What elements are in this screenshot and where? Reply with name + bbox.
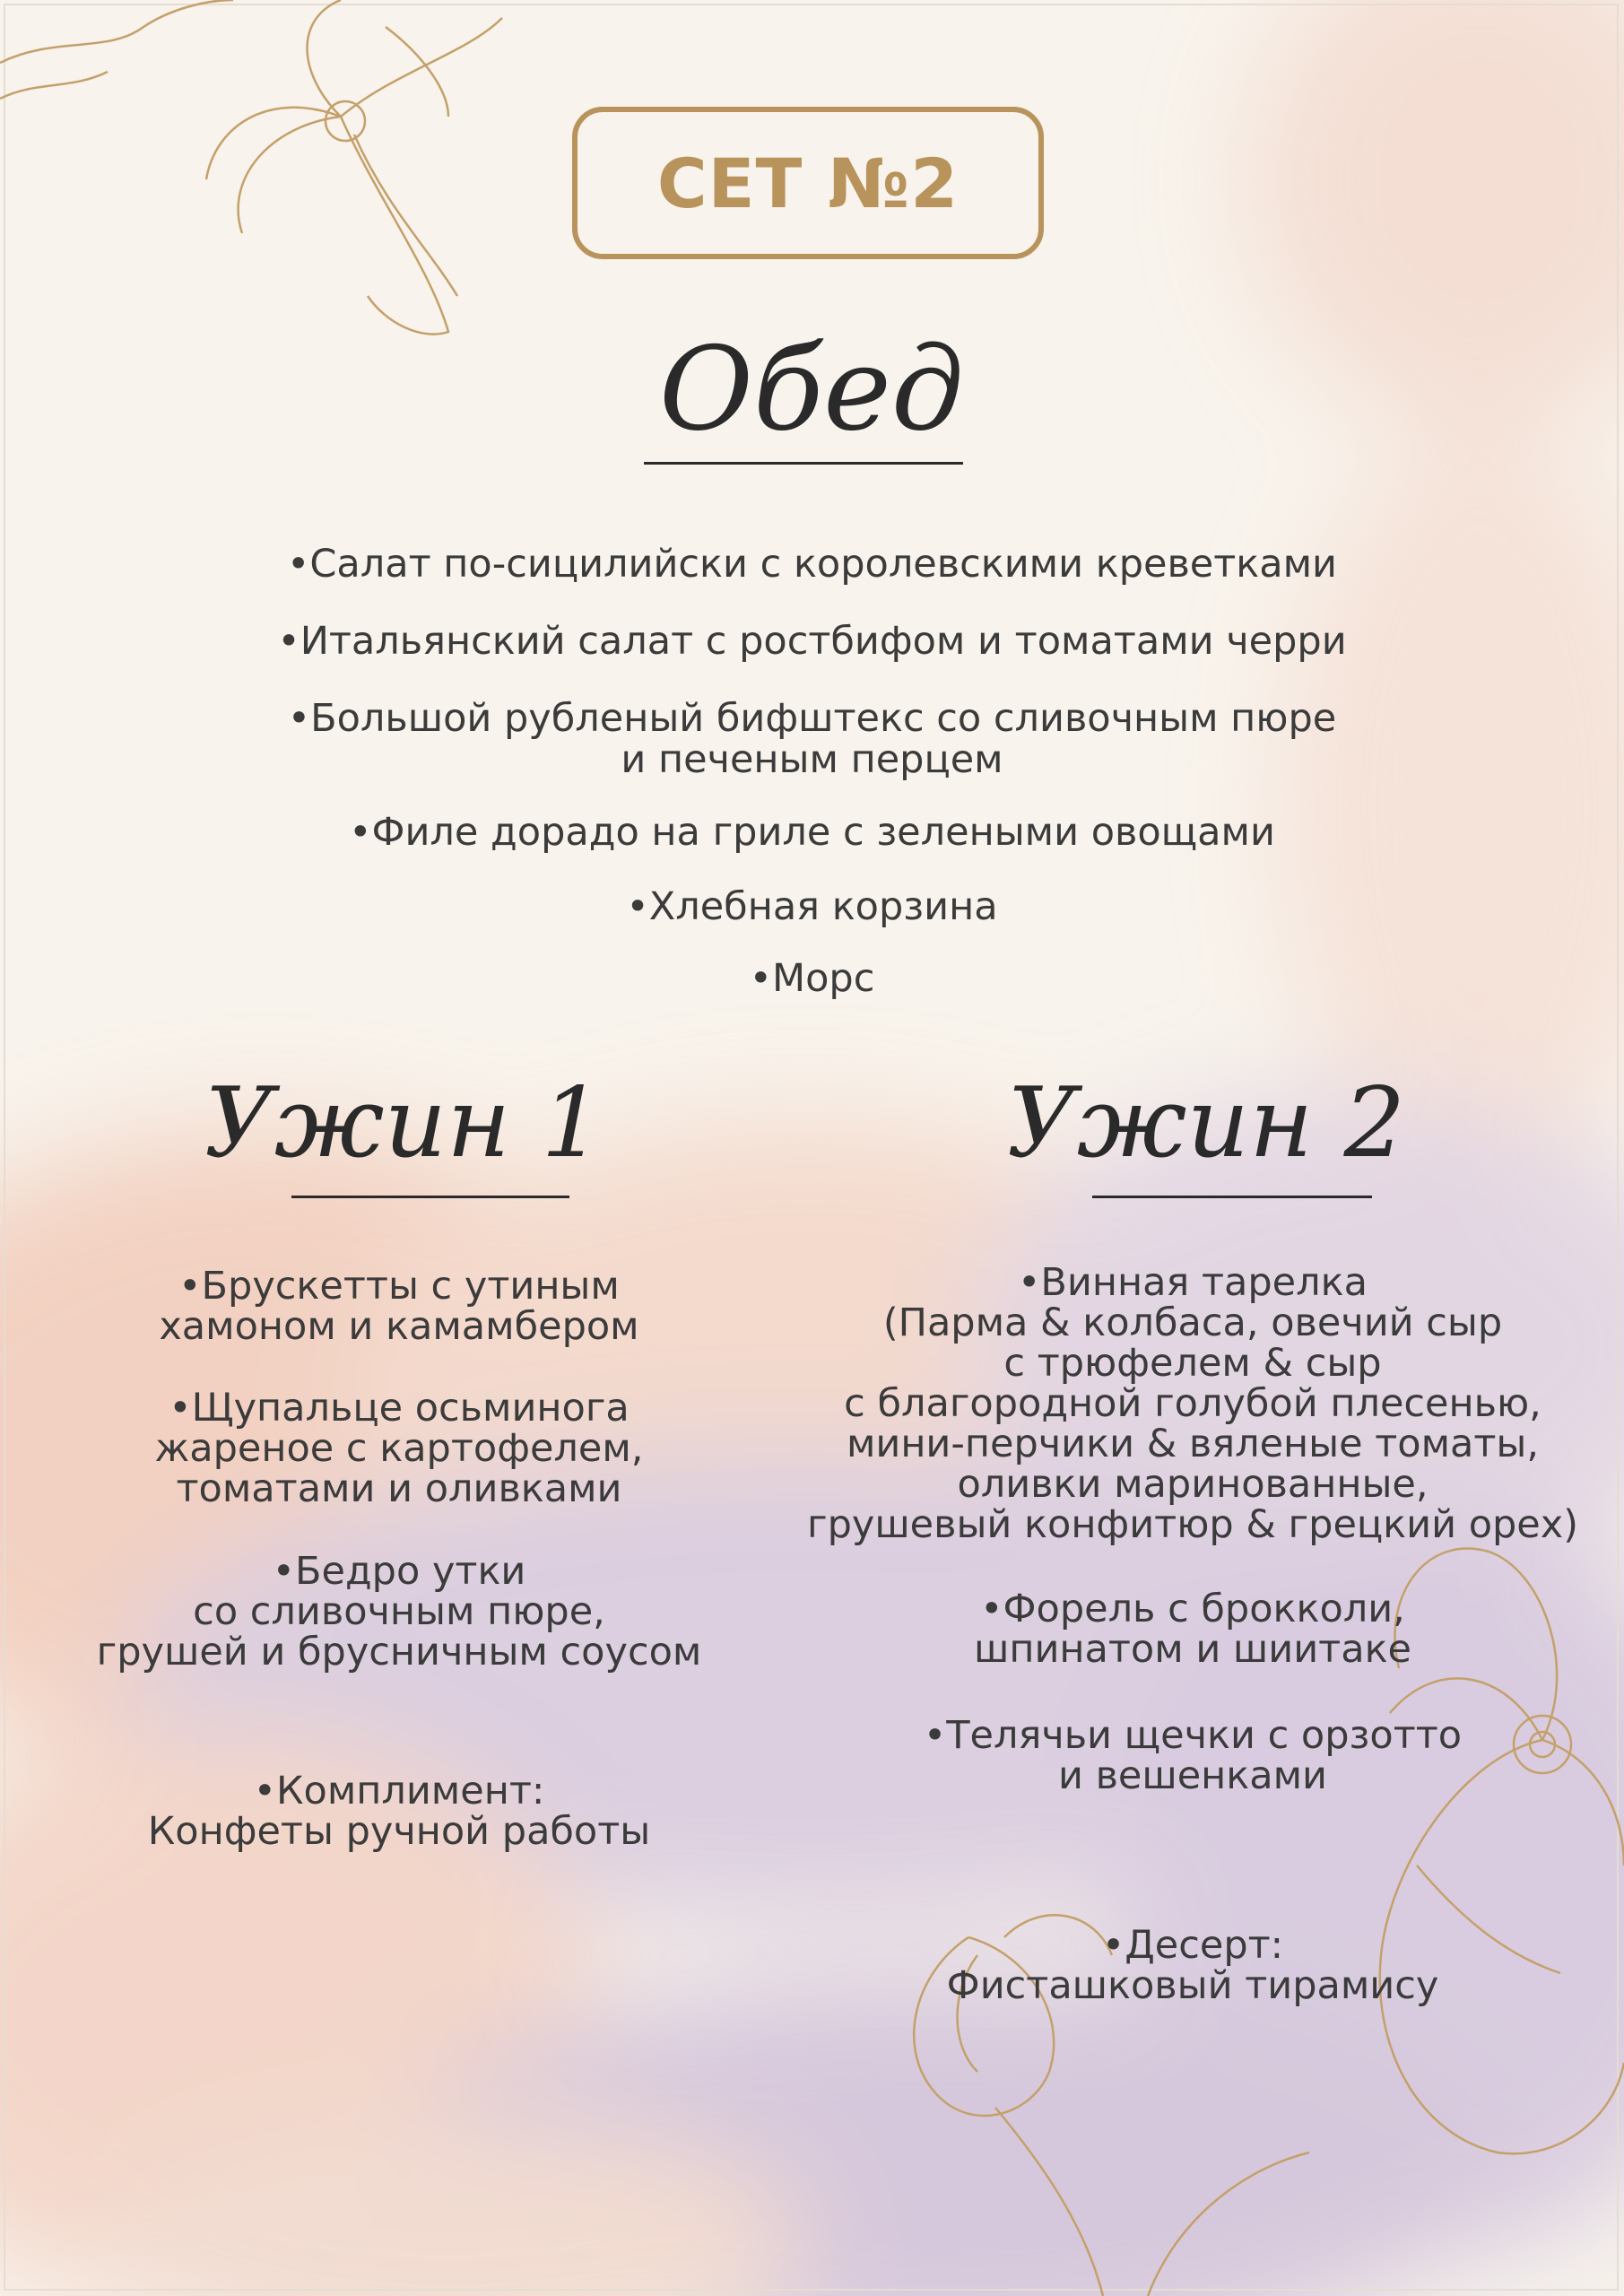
- dinner2-item: •Десерт: Фисташковый тирамису: [946, 1923, 1439, 2008]
- dinner2-item: •Винная тарелка (Парма & колбаса, овечий сыр с трюфелем & сыр с благородной голубой плесенью, мини-перчики & вяленые томаты, оливки маринованные, грушевый конфитюр & грецкий орех): [807, 1260, 1578, 1547]
- dinner2-heading: Ужин 2: [1006, 1067, 1406, 1179]
- dinner2-item: •Телячьи щечки с орзотто и вешенками: [923, 1713, 1463, 1798]
- dinner1-item: •Брускетты с утиным хамоном и камамбером: [159, 1264, 639, 1349]
- lunch-item: •Большой рубленый бифштекс со сливочным пюре и печеным перцем: [287, 696, 1337, 782]
- lunch-item: •Филе дорадо на гриле с зелеными овощами: [349, 810, 1275, 855]
- dinner1-item: •Бедро утки со сливочным пюре, грушей и брусничным соусом: [96, 1549, 702, 1674]
- dinner1-item: •Щупальце осьминога жареное с картофелем, томатами и оливками: [154, 1386, 644, 1511]
- lunch-heading-underline: [644, 462, 963, 465]
- dinner1-item: •Комплимент: Конфеты ручной работы: [147, 1769, 651, 1854]
- lunch-item: •Итальянский салат с ростбифом и томатами черри: [277, 619, 1347, 664]
- dinner2-heading-underline: [1092, 1196, 1372, 1198]
- flower-top-left-icon: [0, 0, 556, 350]
- lunch-heading: Обед: [659, 323, 964, 457]
- set-title: СЕТ №2: [656, 143, 960, 223]
- dinner2-item: •Форель с брокколи, шпинатом и шиитаке: [973, 1587, 1411, 1672]
- dinner1-heading-underline: [291, 1196, 569, 1198]
- lunch-item: •Морс: [749, 956, 875, 1001]
- lunch-item: •Салат по-сицилийски с королевскими креветками: [287, 542, 1337, 587]
- set-title-box: [572, 107, 1044, 259]
- dinner1-heading: Ужин 1: [204, 1067, 604, 1179]
- lunch-item: •Хлебная корзина: [626, 884, 998, 929]
